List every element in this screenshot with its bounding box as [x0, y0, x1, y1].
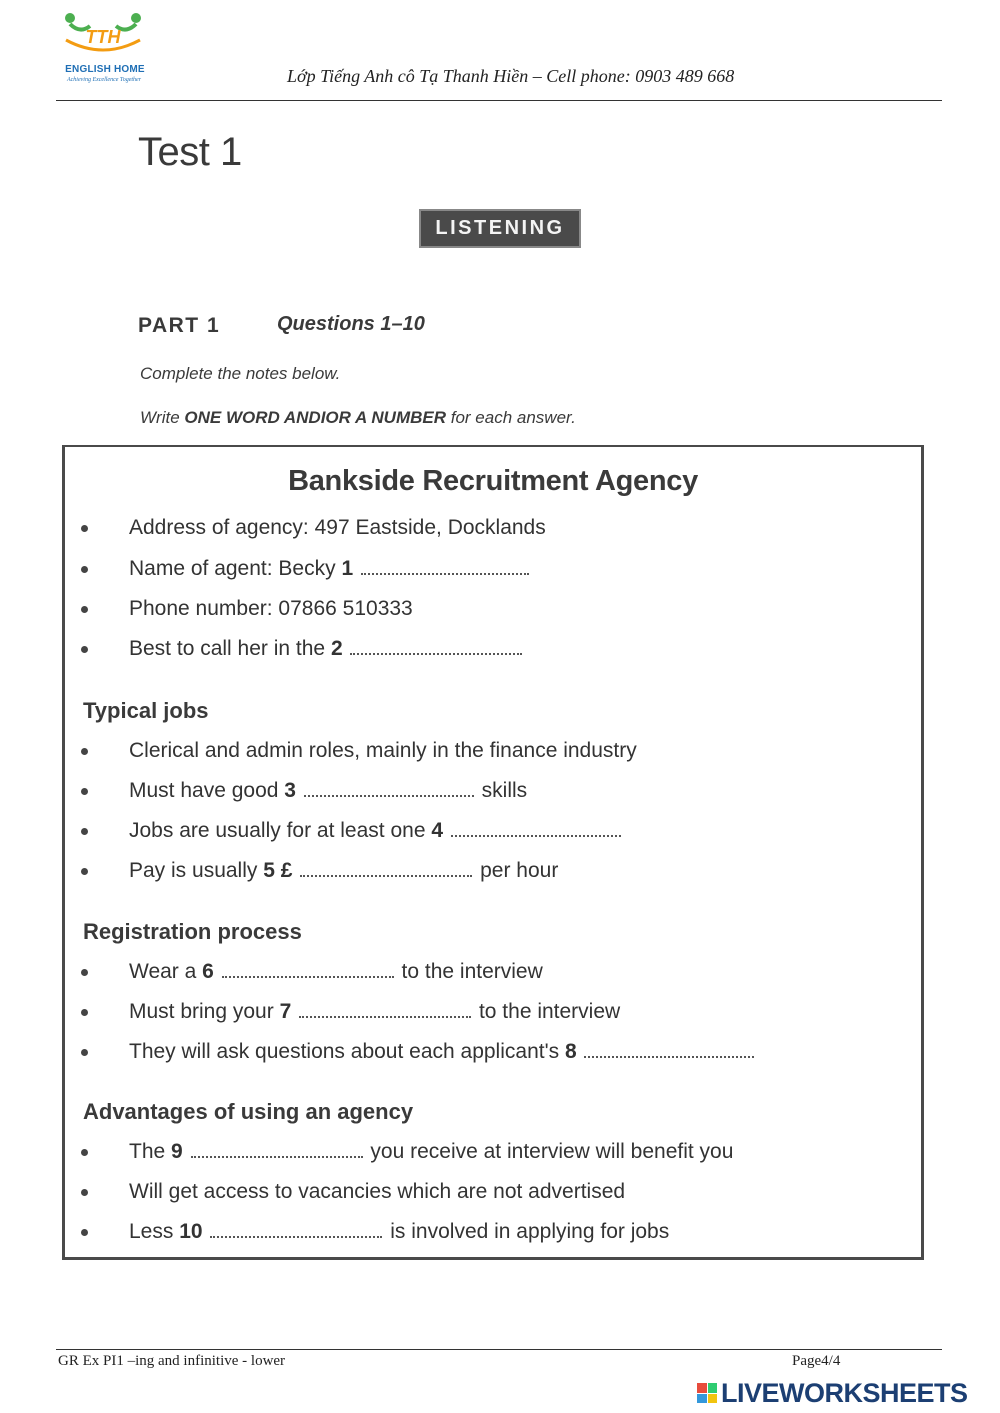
note-text: [129, 1037, 756, 1067]
question-number: 8: [564, 1040, 577, 1063]
bullet-icon: [81, 1189, 88, 1196]
note-item: [65, 513, 921, 543]
note-text: [129, 856, 558, 886]
instruction-word-rule: ONE WORD ANDIOR A NUMBER: [184, 408, 447, 427]
note-item: [65, 816, 921, 846]
note-text: [129, 554, 531, 584]
question-number: 6: [202, 960, 214, 983]
instruction-suffix: for each answer.: [450, 408, 576, 427]
section-badge: LISTENING: [419, 209, 581, 248]
watermark-text: LIVEWORKSHEETS: [721, 1377, 968, 1408]
answer-blank[interactable]: [584, 1054, 754, 1058]
logo: [56, 4, 152, 88]
note-item: [65, 957, 921, 987]
note-text-before: Must bring your: [129, 1000, 274, 1023]
note-item: [65, 1137, 921, 1167]
note-text-before: Address of agency: 497 Eastside, Docklands: [129, 516, 546, 539]
question-number: 1: [341, 557, 354, 580]
note-text-before: Will get access to vacancies which are not advertised: [129, 1180, 626, 1203]
note-item: [65, 634, 921, 664]
question-number: 5 £: [263, 859, 293, 882]
note-text-before: Jobs are usually for at least one: [129, 819, 426, 842]
note-text-before: Phone number: 07866 510333: [129, 597, 413, 620]
question-number: 7: [279, 1000, 292, 1023]
bullet-icon: [81, 828, 88, 835]
liveworksheets-watermark: [697, 1378, 968, 1408]
question-number: 9: [171, 1140, 183, 1163]
header-divider: [56, 100, 942, 101]
question-number: 2: [330, 637, 343, 660]
note-item: [65, 736, 921, 766]
note-text: [129, 634, 524, 664]
note-item: [65, 1037, 921, 1067]
note-text: [129, 736, 637, 766]
bullet-icon: [81, 1049, 88, 1056]
bullet-icon: [81, 646, 88, 653]
note-text-before: Wear a: [129, 960, 197, 983]
page-number: Page4/4: [792, 1353, 841, 1369]
note-text-after: is involved in applying for jobs: [390, 1220, 670, 1243]
instruction-complete-notes: Complete the notes below.: [140, 364, 341, 383]
contact-line: Lớp Tiếng Anh cô Tạ Thanh Hiền – Cell phone: 0903 489 668: [287, 66, 735, 86]
brand-name: ENGLISH HOME: [65, 64, 145, 75]
notes-title: Bankside Recruitment Agency: [288, 465, 698, 497]
question-number: 10: [179, 1220, 203, 1243]
answer-blank[interactable]: [361, 571, 529, 575]
questions-range: Questions 1–10: [277, 313, 425, 335]
note-text-before: Clerical and admin roles, mainly in the finance industry: [129, 739, 637, 762]
section-heading: Registration process: [83, 919, 302, 944]
section-heading: Advantages of using an agency: [83, 1099, 414, 1124]
note-text-before: They will ask questions about each applicant's: [129, 1040, 560, 1063]
note-text: [129, 997, 620, 1027]
bullet-icon: [81, 1009, 88, 1016]
bullet-icon: [81, 606, 88, 613]
answer-blank[interactable]: [299, 1014, 471, 1018]
note-item: [65, 997, 921, 1027]
logo-mark-text: TTH: [85, 27, 121, 47]
note-text-before: Best to call her in the: [129, 637, 326, 660]
footer-divider: [56, 1349, 942, 1350]
section-heading: Typical jobs: [83, 698, 209, 723]
note-text-after: you receive at interview will benefit you: [370, 1140, 734, 1163]
note-text: [129, 776, 527, 806]
note-text-before: The: [129, 1140, 166, 1163]
liveworksheets-icon: [697, 1383, 717, 1403]
bullet-icon: [81, 748, 88, 755]
note-text: [129, 1137, 733, 1167]
note-item: [65, 1177, 921, 1207]
answer-blank[interactable]: [222, 974, 394, 978]
tth-logo-icon: [60, 10, 146, 56]
brand-tagline: Achieving Excellence Together: [66, 77, 142, 83]
bullet-icon: [81, 788, 88, 795]
answer-blank[interactable]: [210, 1234, 382, 1238]
note-text: [129, 816, 623, 846]
bullet-icon: [81, 566, 88, 573]
note-item: [65, 1217, 921, 1247]
note-text: [129, 513, 546, 543]
note-text: [129, 1177, 625, 1207]
note-text-before: Pay is usually: [129, 859, 258, 882]
part-label: PART 1: [138, 314, 221, 337]
question-number: 3: [284, 779, 296, 802]
note-text-after: to the interview: [478, 1000, 621, 1023]
note-item: [65, 554, 921, 584]
note-text: [129, 594, 413, 624]
footer-left-text: GR Ex PI1 –ing and infinitive - lower: [58, 1353, 286, 1369]
note-item: [65, 776, 921, 806]
note-text-before: Name of agent: Becky: [129, 557, 336, 580]
bullet-icon: [81, 525, 88, 532]
bullet-icon: [81, 1149, 88, 1156]
answer-blank[interactable]: [304, 793, 474, 797]
note-item: [65, 856, 921, 886]
question-number: 4: [431, 819, 444, 842]
bullet-icon: [81, 969, 88, 976]
answer-blank[interactable]: [191, 1154, 363, 1158]
note-text: [129, 1217, 669, 1247]
notes-box: [62, 445, 924, 1260]
instruction-prefix: Write: [140, 408, 180, 427]
instruction-word-limit: [140, 408, 576, 428]
note-text-after: to the interview: [401, 960, 543, 983]
answer-blank[interactable]: [350, 651, 522, 655]
answer-blank[interactable]: [300, 873, 472, 877]
note-text-before: Less: [129, 1220, 174, 1243]
bullet-icon: [81, 1229, 88, 1236]
note-item: [65, 594, 921, 624]
note-text-after: skills: [481, 779, 528, 802]
note-text: [129, 957, 543, 987]
note-text-after: per hour: [480, 859, 559, 882]
answer-blank[interactable]: [451, 833, 621, 837]
test-title: Test 1: [138, 130, 242, 174]
note-text-before: Must have good: [129, 779, 279, 802]
bullet-icon: [81, 868, 88, 875]
